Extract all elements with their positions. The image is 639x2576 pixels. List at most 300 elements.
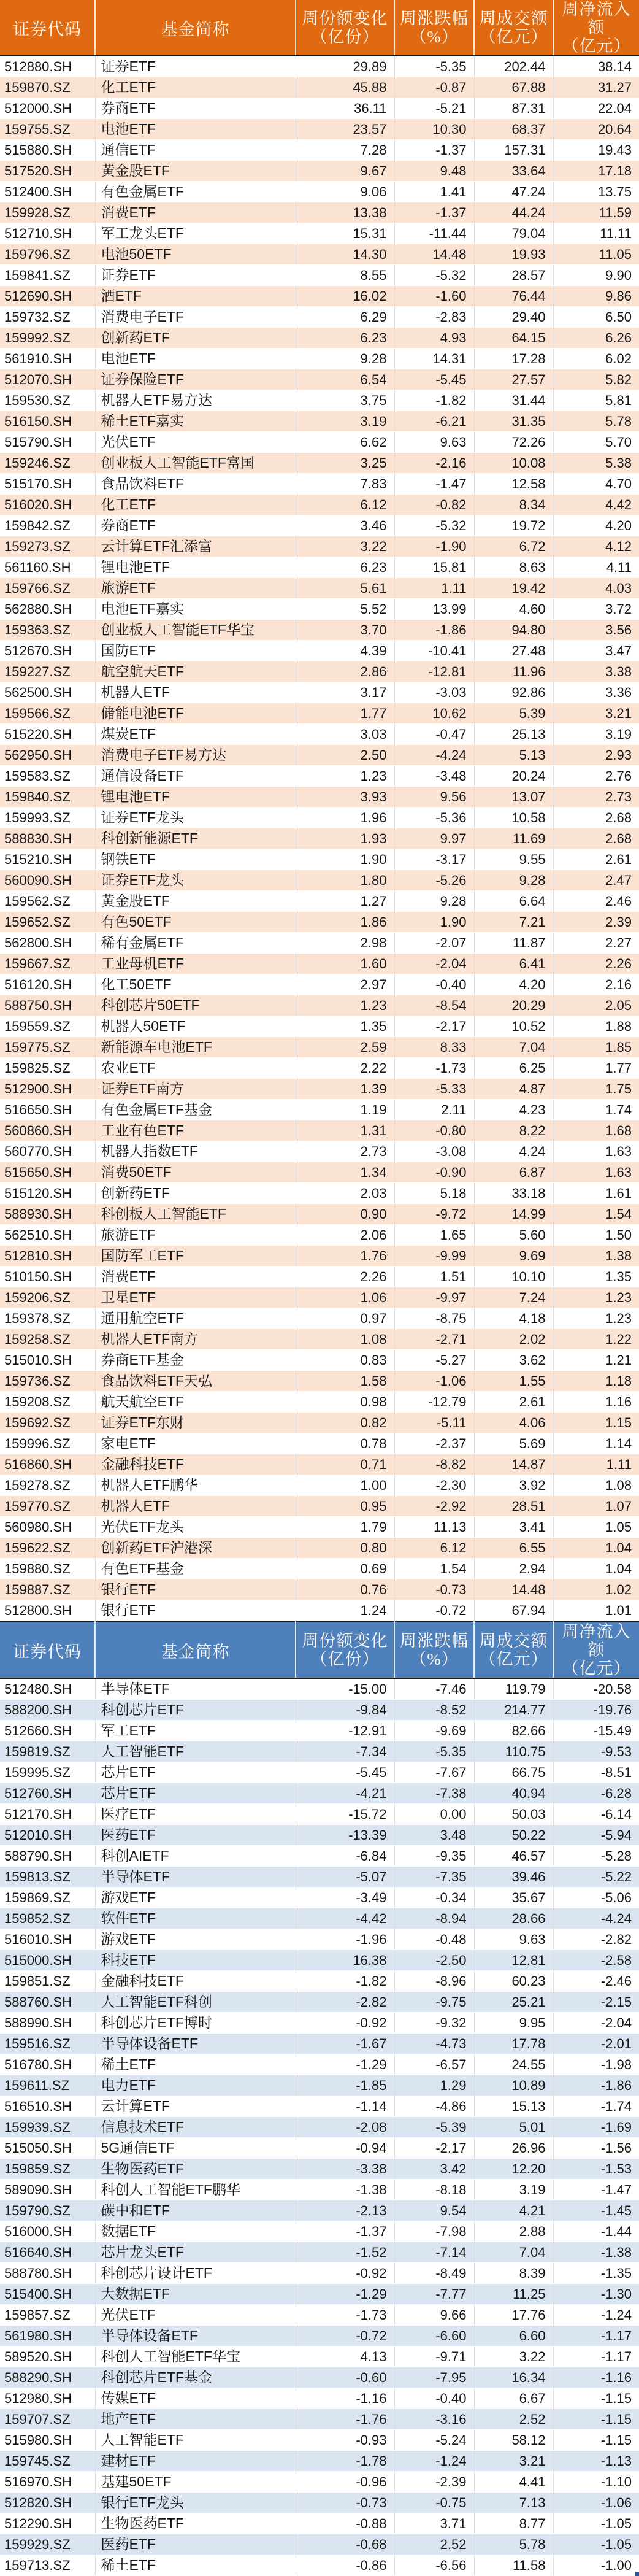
table-row xyxy=(0,2034,639,2054)
code-cell: 159880.SZ xyxy=(0,1559,95,1579)
table-row xyxy=(0,2347,639,2367)
share-change-cell: 6.23 xyxy=(296,328,394,349)
table-row xyxy=(0,411,639,432)
table-row xyxy=(0,808,639,828)
turnover-cell: 3.22 xyxy=(474,2347,553,2367)
turnover-cell: 110.75 xyxy=(474,1741,553,1762)
net-inflow-cell: 1.77 xyxy=(553,1058,639,1079)
pct-change-cell: -0.34 xyxy=(394,1888,474,1908)
share-change-cell: 6.54 xyxy=(296,369,394,390)
pct-change-cell: -1.37 xyxy=(394,140,474,161)
net-inflow-cell: 1.07 xyxy=(553,1496,639,1517)
turnover-cell: 7.13 xyxy=(474,2493,553,2513)
turnover-cell: 2.88 xyxy=(474,2221,553,2242)
turnover-cell: 17.78 xyxy=(474,2034,553,2054)
net-inflow-cell: -4.24 xyxy=(553,1908,639,1929)
name-cell: 云计算ETF汇添富 xyxy=(95,536,296,557)
net-inflow-cell: -1.05 xyxy=(553,2513,639,2534)
table-row xyxy=(0,1037,639,1058)
net-inflow-cell: -1.45 xyxy=(553,2200,639,2221)
name-cell: 航天航空ETF xyxy=(95,1392,296,1413)
table-row xyxy=(0,1804,639,1825)
pct-change-cell: -5.24 xyxy=(394,2430,474,2451)
name-cell: 军工龙头ETF xyxy=(95,223,296,244)
turnover-cell: 67.94 xyxy=(474,1600,553,1621)
table-row xyxy=(0,474,639,495)
share-change-cell: 13.38 xyxy=(296,202,394,223)
net-inflow-cell: 1.15 xyxy=(553,1413,639,1433)
net-inflow-cell: -1.35 xyxy=(553,2263,639,2284)
code-cell: 512690.SH xyxy=(0,286,95,307)
pct-change-cell: -11.44 xyxy=(394,223,474,244)
table-row xyxy=(0,1992,639,2013)
pct-change-cell: -0.80 xyxy=(394,1120,474,1141)
share-change-cell: 6.23 xyxy=(296,557,394,578)
pct-change-cell: 5.18 xyxy=(394,1183,474,1204)
name-cell: 通用航空ETF xyxy=(95,1308,296,1329)
name-cell: 工业母机ETF xyxy=(95,954,296,974)
net-inflow-cell: 1.16 xyxy=(553,1392,639,1413)
pct-change-cell: -1.86 xyxy=(394,620,474,641)
code-cell: 515170.SH xyxy=(0,474,95,495)
name-cell: 食品饮料ETF xyxy=(95,474,296,495)
code-cell: 515010.SH xyxy=(0,1350,95,1371)
pct-change-cell: 9.63 xyxy=(394,432,474,453)
code-cell: 159562.SZ xyxy=(0,891,95,912)
turnover-cell: 9.28 xyxy=(474,870,553,891)
code-cell: 512670.SH xyxy=(0,641,95,661)
turnover-cell: 47.24 xyxy=(474,182,553,202)
net-inflow-cell: -2.04 xyxy=(553,2013,639,2034)
turnover-cell: 16.34 xyxy=(474,2367,553,2388)
pct-change-cell: -0.72 xyxy=(394,1600,474,1621)
turnover-cell: 8.39 xyxy=(474,2263,553,2284)
table-row xyxy=(0,328,639,349)
name-cell: 半导体设备ETF xyxy=(95,2326,296,2347)
name-cell: 新能源车电池ETF xyxy=(95,1037,296,1058)
code-cell: 159790.SZ xyxy=(0,2200,95,2221)
share-change-cell: 1.06 xyxy=(296,1287,394,1308)
share-change-cell: -0.94 xyxy=(296,2138,394,2159)
pct-change-cell: -8.18 xyxy=(394,2180,474,2200)
share-change-cell: 1.96 xyxy=(296,808,394,828)
code-cell: 159278.SZ xyxy=(0,1475,95,1496)
share-change-cell: -0.88 xyxy=(296,2513,394,2534)
name-cell: 科创人工智能ETF华宝 xyxy=(95,2347,296,2367)
col-header-pct-change xyxy=(394,0,474,56)
net-inflow-cell: 2.73 xyxy=(553,787,639,808)
share-change-cell: 5.61 xyxy=(296,578,394,599)
table-row xyxy=(0,1392,639,1413)
table-row xyxy=(0,1600,639,1621)
share-change-cell: -1.16 xyxy=(296,2388,394,2409)
pct-change-cell: -2.17 xyxy=(394,1016,474,1037)
pct-change-cell: -3.08 xyxy=(394,1141,474,1162)
turnover-cell: 72.26 xyxy=(474,432,553,453)
pct-change-cell: -2.04 xyxy=(394,954,474,974)
share-change-cell: 2.86 xyxy=(296,661,394,682)
pct-change-cell: -5.35 xyxy=(394,1741,474,1762)
share-change-cell: -1.78 xyxy=(296,2451,394,2472)
col-header-share-change xyxy=(296,0,394,56)
code-cell: 159775.SZ xyxy=(0,1037,95,1058)
net-inflow-cell: 1.63 xyxy=(553,1141,639,1162)
share-change-cell: 23.57 xyxy=(296,119,394,140)
net-inflow-cell: -1.53 xyxy=(553,2159,639,2180)
name-cell: 有色ETF基金 xyxy=(95,1559,296,1579)
table-row xyxy=(0,2388,639,2409)
net-inflow-cell: 31.27 xyxy=(553,77,639,98)
name-cell: 券商ETF xyxy=(95,515,296,536)
share-change-cell: 1.23 xyxy=(296,995,394,1016)
share-change-cell: 3.46 xyxy=(296,515,394,536)
name-cell: 创新药ETF沪港深 xyxy=(95,1538,296,1559)
name-cell: 数据ETF xyxy=(95,2221,296,2242)
col-header-net-inflow-unit: （亿元） xyxy=(562,1659,631,1678)
net-inflow-cell: 20.64 xyxy=(553,119,639,140)
turnover-cell: 6.87 xyxy=(474,1162,553,1183)
net-inflow-cell: 2.61 xyxy=(553,849,639,870)
pct-change-cell: -8.96 xyxy=(394,1971,474,1992)
pct-change-cell: -0.48 xyxy=(394,1929,474,1950)
turnover-cell: 2.94 xyxy=(474,1559,553,1579)
table-row xyxy=(0,161,639,182)
net-inflow-cell: -2.58 xyxy=(553,1950,639,1971)
selection-handle-icon xyxy=(635,2572,639,2576)
pct-change-cell: -5.35 xyxy=(394,56,474,77)
name-cell: 食品饮料ETF天弘 xyxy=(95,1371,296,1392)
name-cell: 国防ETF xyxy=(95,641,296,661)
pct-change-cell: -5.45 xyxy=(394,369,474,390)
turnover-cell: 25.21 xyxy=(474,1992,553,2013)
name-cell: 券商ETF xyxy=(95,98,296,119)
pct-change-cell: -9.69 xyxy=(394,1721,474,1741)
net-inflow-cell: 2.27 xyxy=(553,933,639,954)
table-row xyxy=(0,2513,639,2534)
turnover-cell: 5.39 xyxy=(474,703,553,724)
table-row xyxy=(0,119,639,140)
name-cell: 科创芯片ETF基金 xyxy=(95,2367,296,2388)
code-cell: 159770.SZ xyxy=(0,1496,95,1517)
table-row xyxy=(0,349,639,369)
share-change-cell: 1.34 xyxy=(296,1162,394,1183)
share-change-cell: 3.03 xyxy=(296,724,394,745)
table-row xyxy=(0,1204,639,1225)
table-row xyxy=(0,1579,639,1600)
table-row xyxy=(0,2555,639,2576)
name-cell: 大数据ETF xyxy=(95,2284,296,2305)
table-row xyxy=(0,77,639,98)
turnover-cell: 11.87 xyxy=(474,933,553,954)
pct-change-cell: -1.37 xyxy=(394,202,474,223)
name-cell: 医疗ETF xyxy=(95,1804,296,1825)
name-cell: 黄金股ETF xyxy=(95,891,296,912)
turnover-cell: 7.21 xyxy=(474,912,553,933)
name-cell: 医药ETF xyxy=(95,1825,296,1846)
turnover-cell: 11.96 xyxy=(474,661,553,682)
net-inflow-cell: 1.50 xyxy=(553,1225,639,1246)
table-row xyxy=(0,2138,639,2159)
share-change-cell: 1.79 xyxy=(296,1517,394,1538)
share-change-cell: 16.38 xyxy=(296,1950,394,1971)
pct-change-cell: 11.13 xyxy=(394,1517,474,1538)
table-row xyxy=(0,2180,639,2200)
name-cell: 证券保险ETF xyxy=(95,369,296,390)
pct-change-cell: 14.48 xyxy=(394,244,474,265)
name-cell: 机器人ETF鹏华 xyxy=(95,1475,296,1496)
table-row xyxy=(0,1079,639,1100)
code-cell: 159840.SZ xyxy=(0,787,95,808)
turnover-cell: 31.44 xyxy=(474,390,553,411)
pct-change-cell: -2.92 xyxy=(394,1496,474,1517)
pct-change-cell: -8.52 xyxy=(394,1700,474,1721)
pct-change-cell: -2.07 xyxy=(394,933,474,954)
code-cell: 159692.SZ xyxy=(0,1413,95,1433)
turnover-cell: 66.75 xyxy=(474,1762,553,1783)
code-cell: 515120.SH xyxy=(0,1183,95,1204)
share-change-cell: -12.91 xyxy=(296,1721,394,1741)
net-inflow-cell: 22.04 xyxy=(553,98,639,119)
table-row xyxy=(0,620,639,641)
table-row xyxy=(0,2221,639,2242)
share-change-cell: -1.73 xyxy=(296,2305,394,2326)
turnover-cell: 68.37 xyxy=(474,119,553,140)
table-row xyxy=(0,1721,639,1741)
name-cell: 芯片龙头ETF xyxy=(95,2242,296,2263)
code-cell: 512810.SH xyxy=(0,1246,95,1267)
name-cell: 游戏ETF xyxy=(95,1888,296,1908)
table-row xyxy=(0,2472,639,2493)
turnover-cell: 44.24 xyxy=(474,202,553,223)
pct-change-cell: 10.62 xyxy=(394,703,474,724)
code-cell: 588200.SH xyxy=(0,1700,95,1721)
name-cell: 旅游ETF xyxy=(95,1225,296,1246)
table-row xyxy=(0,2013,639,2034)
net-inflow-cell: -1.38 xyxy=(553,2242,639,2263)
name-cell: 证券ETF龙头 xyxy=(95,808,296,828)
pct-change-cell: 9.28 xyxy=(394,891,474,912)
pct-change-cell: -1.06 xyxy=(394,1371,474,1392)
code-cell: 512980.SH xyxy=(0,2388,95,2409)
net-inflow-cell: 2.16 xyxy=(553,974,639,995)
code-cell: 516780.SH xyxy=(0,2054,95,2075)
share-change-cell: -13.39 xyxy=(296,1825,394,1846)
share-change-cell: 36.11 xyxy=(296,98,394,119)
turnover-cell: 12.20 xyxy=(474,2159,553,2180)
col-header-turnover-label: 周成交额 xyxy=(479,9,548,28)
name-cell: 钢铁ETF xyxy=(95,849,296,870)
name-cell: 电池50ETF xyxy=(95,244,296,265)
turnover-cell: 5.69 xyxy=(474,1433,553,1454)
net-inflow-cell: -1.15 xyxy=(553,2409,639,2430)
net-inflow-cell: 4.11 xyxy=(553,557,639,578)
table-row xyxy=(0,1908,639,1929)
name-cell: 传媒ETF xyxy=(95,2388,296,2409)
net-inflow-cell: 1.88 xyxy=(553,1016,639,1037)
turnover-cell: 64.15 xyxy=(474,328,553,349)
code-cell: 159842.SZ xyxy=(0,515,95,536)
pct-change-cell: -8.49 xyxy=(394,2263,474,2284)
code-cell: 159667.SZ xyxy=(0,954,95,974)
share-change-cell: -0.92 xyxy=(296,2263,394,2284)
code-cell: 512070.SH xyxy=(0,369,95,390)
share-change-cell: 2.97 xyxy=(296,974,394,995)
pct-change-cell: 3.42 xyxy=(394,2159,474,2180)
pct-change-cell: -1.82 xyxy=(394,390,474,411)
name-cell: 科创芯片50ETF xyxy=(95,995,296,1016)
name-cell: 芯片ETF xyxy=(95,1762,296,1783)
name-cell: 稀土ETF xyxy=(95,2054,296,2075)
share-change-cell: 3.70 xyxy=(296,620,394,641)
net-inflow-cell: -9.53 xyxy=(553,1741,639,1762)
share-change-cell: -1.85 xyxy=(296,2075,394,2096)
net-inflow-cell: 11.11 xyxy=(553,223,639,244)
pct-change-cell: -2.39 xyxy=(394,2472,474,2493)
pct-change-cell: -7.46 xyxy=(394,1678,474,1700)
turnover-cell: 8.22 xyxy=(474,1120,553,1141)
name-cell: 锂电池ETF xyxy=(95,787,296,808)
code-cell: 159996.SZ xyxy=(0,1433,95,1454)
turnover-cell: 9.63 xyxy=(474,1929,553,1950)
share-change-cell: 4.13 xyxy=(296,2347,394,2367)
turnover-cell: 15.13 xyxy=(474,2096,553,2117)
net-inflow-cell: 3.38 xyxy=(553,661,639,682)
share-change-cell: 6.12 xyxy=(296,495,394,515)
share-change-cell: 2.26 xyxy=(296,1267,394,1287)
net-inflow-cell: 19.43 xyxy=(553,140,639,161)
share-change-cell: 45.88 xyxy=(296,77,394,98)
turnover-cell: 5.60 xyxy=(474,1225,553,1246)
net-inflow-cell: 5.78 xyxy=(553,411,639,432)
name-cell: 光伏ETF xyxy=(95,432,296,453)
code-cell: 159796.SZ xyxy=(0,244,95,265)
turnover-cell: 35.67 xyxy=(474,1888,553,1908)
share-change-cell: -15.72 xyxy=(296,1804,394,1825)
code-cell: 512400.SH xyxy=(0,182,95,202)
turnover-cell: 33.64 xyxy=(474,161,553,182)
name-cell: 科创板人工智能ETF xyxy=(95,1204,296,1225)
col-header-turnover-unit: （亿元） xyxy=(479,28,548,46)
pct-change-cell: 9.54 xyxy=(394,2200,474,2221)
code-cell: 159887.SZ xyxy=(0,1579,95,1600)
code-cell: 159611.SZ xyxy=(0,2075,95,2096)
table-row xyxy=(0,2534,639,2555)
code-cell: 515790.SH xyxy=(0,432,95,453)
pct-change-cell: -1.47 xyxy=(394,474,474,495)
net-inflow-cell: -1.05 xyxy=(553,2534,639,2555)
share-change-cell: -1.14 xyxy=(296,2096,394,2117)
code-cell: 512900.SH xyxy=(0,1079,95,1100)
code-cell: 515220.SH xyxy=(0,724,95,745)
code-cell: 588750.SH xyxy=(0,995,95,1016)
turnover-cell: 9.95 xyxy=(474,2013,553,2034)
name-cell: 创业板人工智能ETF富国 xyxy=(95,453,296,474)
name-cell: 证券ETF南方 xyxy=(95,1079,296,1100)
net-inflow-cell: -2.01 xyxy=(553,2034,639,2054)
table-row xyxy=(0,98,639,119)
share-change-cell: -0.72 xyxy=(296,2326,394,2347)
turnover-cell: 31.35 xyxy=(474,411,553,432)
table-row xyxy=(0,954,639,974)
table-row xyxy=(0,307,639,328)
turnover-cell: 33.18 xyxy=(474,1183,553,1204)
name-cell: 创业板人工智能ETF华宝 xyxy=(95,620,296,641)
code-cell: 159813.SZ xyxy=(0,1867,95,1888)
table-row xyxy=(0,1475,639,1496)
share-change-cell: -2.08 xyxy=(296,2117,394,2138)
pct-change-cell: -3.17 xyxy=(394,849,474,870)
net-inflow-cell: 1.04 xyxy=(553,1538,639,1559)
turnover-cell: 6.60 xyxy=(474,2326,553,2347)
share-change-cell: 2.73 xyxy=(296,1141,394,1162)
turnover-cell: 1.55 xyxy=(474,1371,553,1392)
turnover-cell: 10.58 xyxy=(474,808,553,828)
share-change-cell: -1.29 xyxy=(296,2054,394,2075)
turnover-cell: 6.55 xyxy=(474,1538,553,1559)
table-row xyxy=(0,1762,639,1783)
col-header-turnover xyxy=(474,0,553,56)
name-cell: 创新药ETF xyxy=(95,328,296,349)
pct-change-cell: 3.48 xyxy=(394,1825,474,1846)
share-change-cell: 8.55 xyxy=(296,265,394,286)
col-header-share-change-unit: （亿份） xyxy=(310,1650,380,1668)
net-inflow-cell: -1.56 xyxy=(553,2138,639,2159)
net-inflow-cell: 38.14 xyxy=(553,56,639,77)
net-inflow-cell: 3.56 xyxy=(553,620,639,641)
code-cell: 159516.SZ xyxy=(0,2034,95,2054)
turnover-cell: 7.24 xyxy=(474,1287,553,1308)
share-change-cell: 1.19 xyxy=(296,1100,394,1120)
turnover-cell: 4.06 xyxy=(474,1413,553,1433)
share-change-cell: 0.69 xyxy=(296,1559,394,1579)
net-inflow-cell: 1.74 xyxy=(553,1100,639,1120)
code-cell: 516150.SH xyxy=(0,411,95,432)
pct-change-cell: -5.39 xyxy=(394,2117,474,2138)
pct-change-cell: 9.66 xyxy=(394,2305,474,2326)
table-row xyxy=(0,703,639,724)
net-inflow-cell: 1.75 xyxy=(553,1079,639,1100)
turnover-cell: 82.66 xyxy=(474,1721,553,1741)
turnover-cell: 6.25 xyxy=(474,1058,553,1079)
code-cell: 159852.SZ xyxy=(0,1908,95,1929)
table-row xyxy=(0,1971,639,1992)
share-change-cell: -3.49 xyxy=(296,1888,394,1908)
table-row xyxy=(0,2075,639,2096)
name-cell: 科创芯片设计ETF xyxy=(95,2263,296,2284)
table-row xyxy=(0,56,639,77)
table-row xyxy=(0,1120,639,1141)
code-cell: 159208.SZ xyxy=(0,1392,95,1413)
code-cell: 159857.SZ xyxy=(0,2305,95,2326)
turnover-cell: 14.87 xyxy=(474,1454,553,1475)
col-header-name: 基金简称 xyxy=(95,0,296,56)
share-change-cell: -0.93 xyxy=(296,2430,394,2451)
outflow-table-body xyxy=(0,1678,639,2576)
turnover-cell: 5.01 xyxy=(474,2117,553,2138)
share-change-cell: -1.52 xyxy=(296,2242,394,2263)
name-cell: 航空航天ETF xyxy=(95,661,296,682)
share-change-cell: 2.50 xyxy=(296,745,394,766)
table-row xyxy=(0,828,639,849)
pct-change-cell: -6.60 xyxy=(394,2326,474,2347)
table-row xyxy=(0,995,639,1016)
pct-change-cell: -0.40 xyxy=(394,2388,474,2409)
table-row xyxy=(0,2242,639,2263)
share-change-cell: 1.24 xyxy=(296,1600,394,1621)
name-cell: 卫星ETF xyxy=(95,1287,296,1308)
table-row xyxy=(0,202,639,223)
code-cell: 560770.SH xyxy=(0,1141,95,1162)
